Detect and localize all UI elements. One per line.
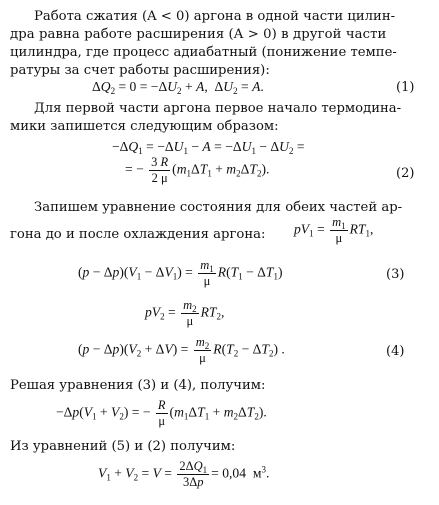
fraction: $\frac{m_1}{\mu}$ [200, 258, 214, 288]
equation-1: $\Delta Q_2 = 0 = -\Delta U_2 + A$, $\Delta U_2 = A$. [92, 79, 264, 96]
state-equation-2: $pV_2$ = $\frac{m_2}{\mu}$ $RT_2$, [145, 298, 225, 328]
fraction: $\frac{2\Delta Q_1}{3\Delta p}$ [179, 459, 208, 489]
equation-3: $(p - \Delta p)(V_1 - \Delta V_1)$ = $\frac{m_1}{\mu}$ $R(T_1 - \Delta T_1)$ [78, 258, 283, 288]
equation-number-3: (3) [386, 267, 405, 282]
equation-number-2: (2) [396, 166, 415, 181]
fraction: $\frac{R}{\mu}$ [157, 398, 166, 428]
paragraph-4-line-1: Решая уравнения (3) и (4), получим: [10, 378, 266, 393]
fraction: $\frac{m_1}{\mu}$ [332, 215, 346, 245]
paragraph-1-line-1: Работа сжатия (A < 0) аргона в одной части цилин- [34, 9, 396, 24]
fraction: $\frac{3 R}{2 \mu}$ [151, 155, 169, 185]
final-equation: $V_1 + V_2 = V$ = $\frac{2\Delta Q_1}{3\Delta p}$ = 0,04 $м^3$. [98, 459, 270, 489]
fraction: $\frac{m_2}{\mu}$ [195, 335, 210, 365]
paragraph-2-line-1: Для первой части аргона первое начало термодина- [34, 101, 402, 116]
paragraph-2-line-2: мики запишется следующим образом: [10, 119, 279, 134]
paragraph-3-line-2: гона до и после охлаждения аргона: [10, 227, 266, 242]
fraction: $\frac{m_2}{\mu}$ [183, 298, 197, 328]
equation-number-4: (4) [386, 344, 405, 359]
paragraph-1-line-3: цилиндра, где процесс адиабатный (понижение темпе- [10, 45, 397, 60]
paragraph-5-line-1: Из уравнений (5) и (2) получим: [10, 439, 236, 454]
equation-number-1: (1) [396, 80, 415, 95]
paragraph-1-line-4: ратуры за счет работы расширения): [10, 63, 270, 78]
paragraph-3-line-1: Запишем уравнение состояния для обеих частей ар- [34, 200, 403, 215]
equation-5: $-\Delta p(V_1 + V_2)$ = − $\frac{R}{\mu}$ $(m_1\Delta T_1 + m_2\Delta T_2)$. [56, 398, 267, 428]
equation-4: $(p - \Delta p)(V_2 + \Delta V)$ = $\frac{m_2}{\mu}$ $R(T_2 - \Delta T_2)$ . [78, 335, 285, 365]
text-line [34, 8, 422, 26]
paragraph-1-line-2: дра равна работе расширения (A > 0) в другой части [10, 27, 387, 42]
state-equation-1: $pV_1$ = $\frac{m_1}{\mu}$ $RT_1$, [294, 215, 374, 245]
equation-2-line-2: = − $\frac{3 R}{2 \mu}$ $(m_1\Delta T_1 + m_2\Delta T_2)$. [125, 155, 270, 185]
equation-2-line-1: $-\Delta Q_1 = -\Delta U_1 - A = -\Delta U_1 - \Delta U_2$ = [112, 139, 305, 156]
